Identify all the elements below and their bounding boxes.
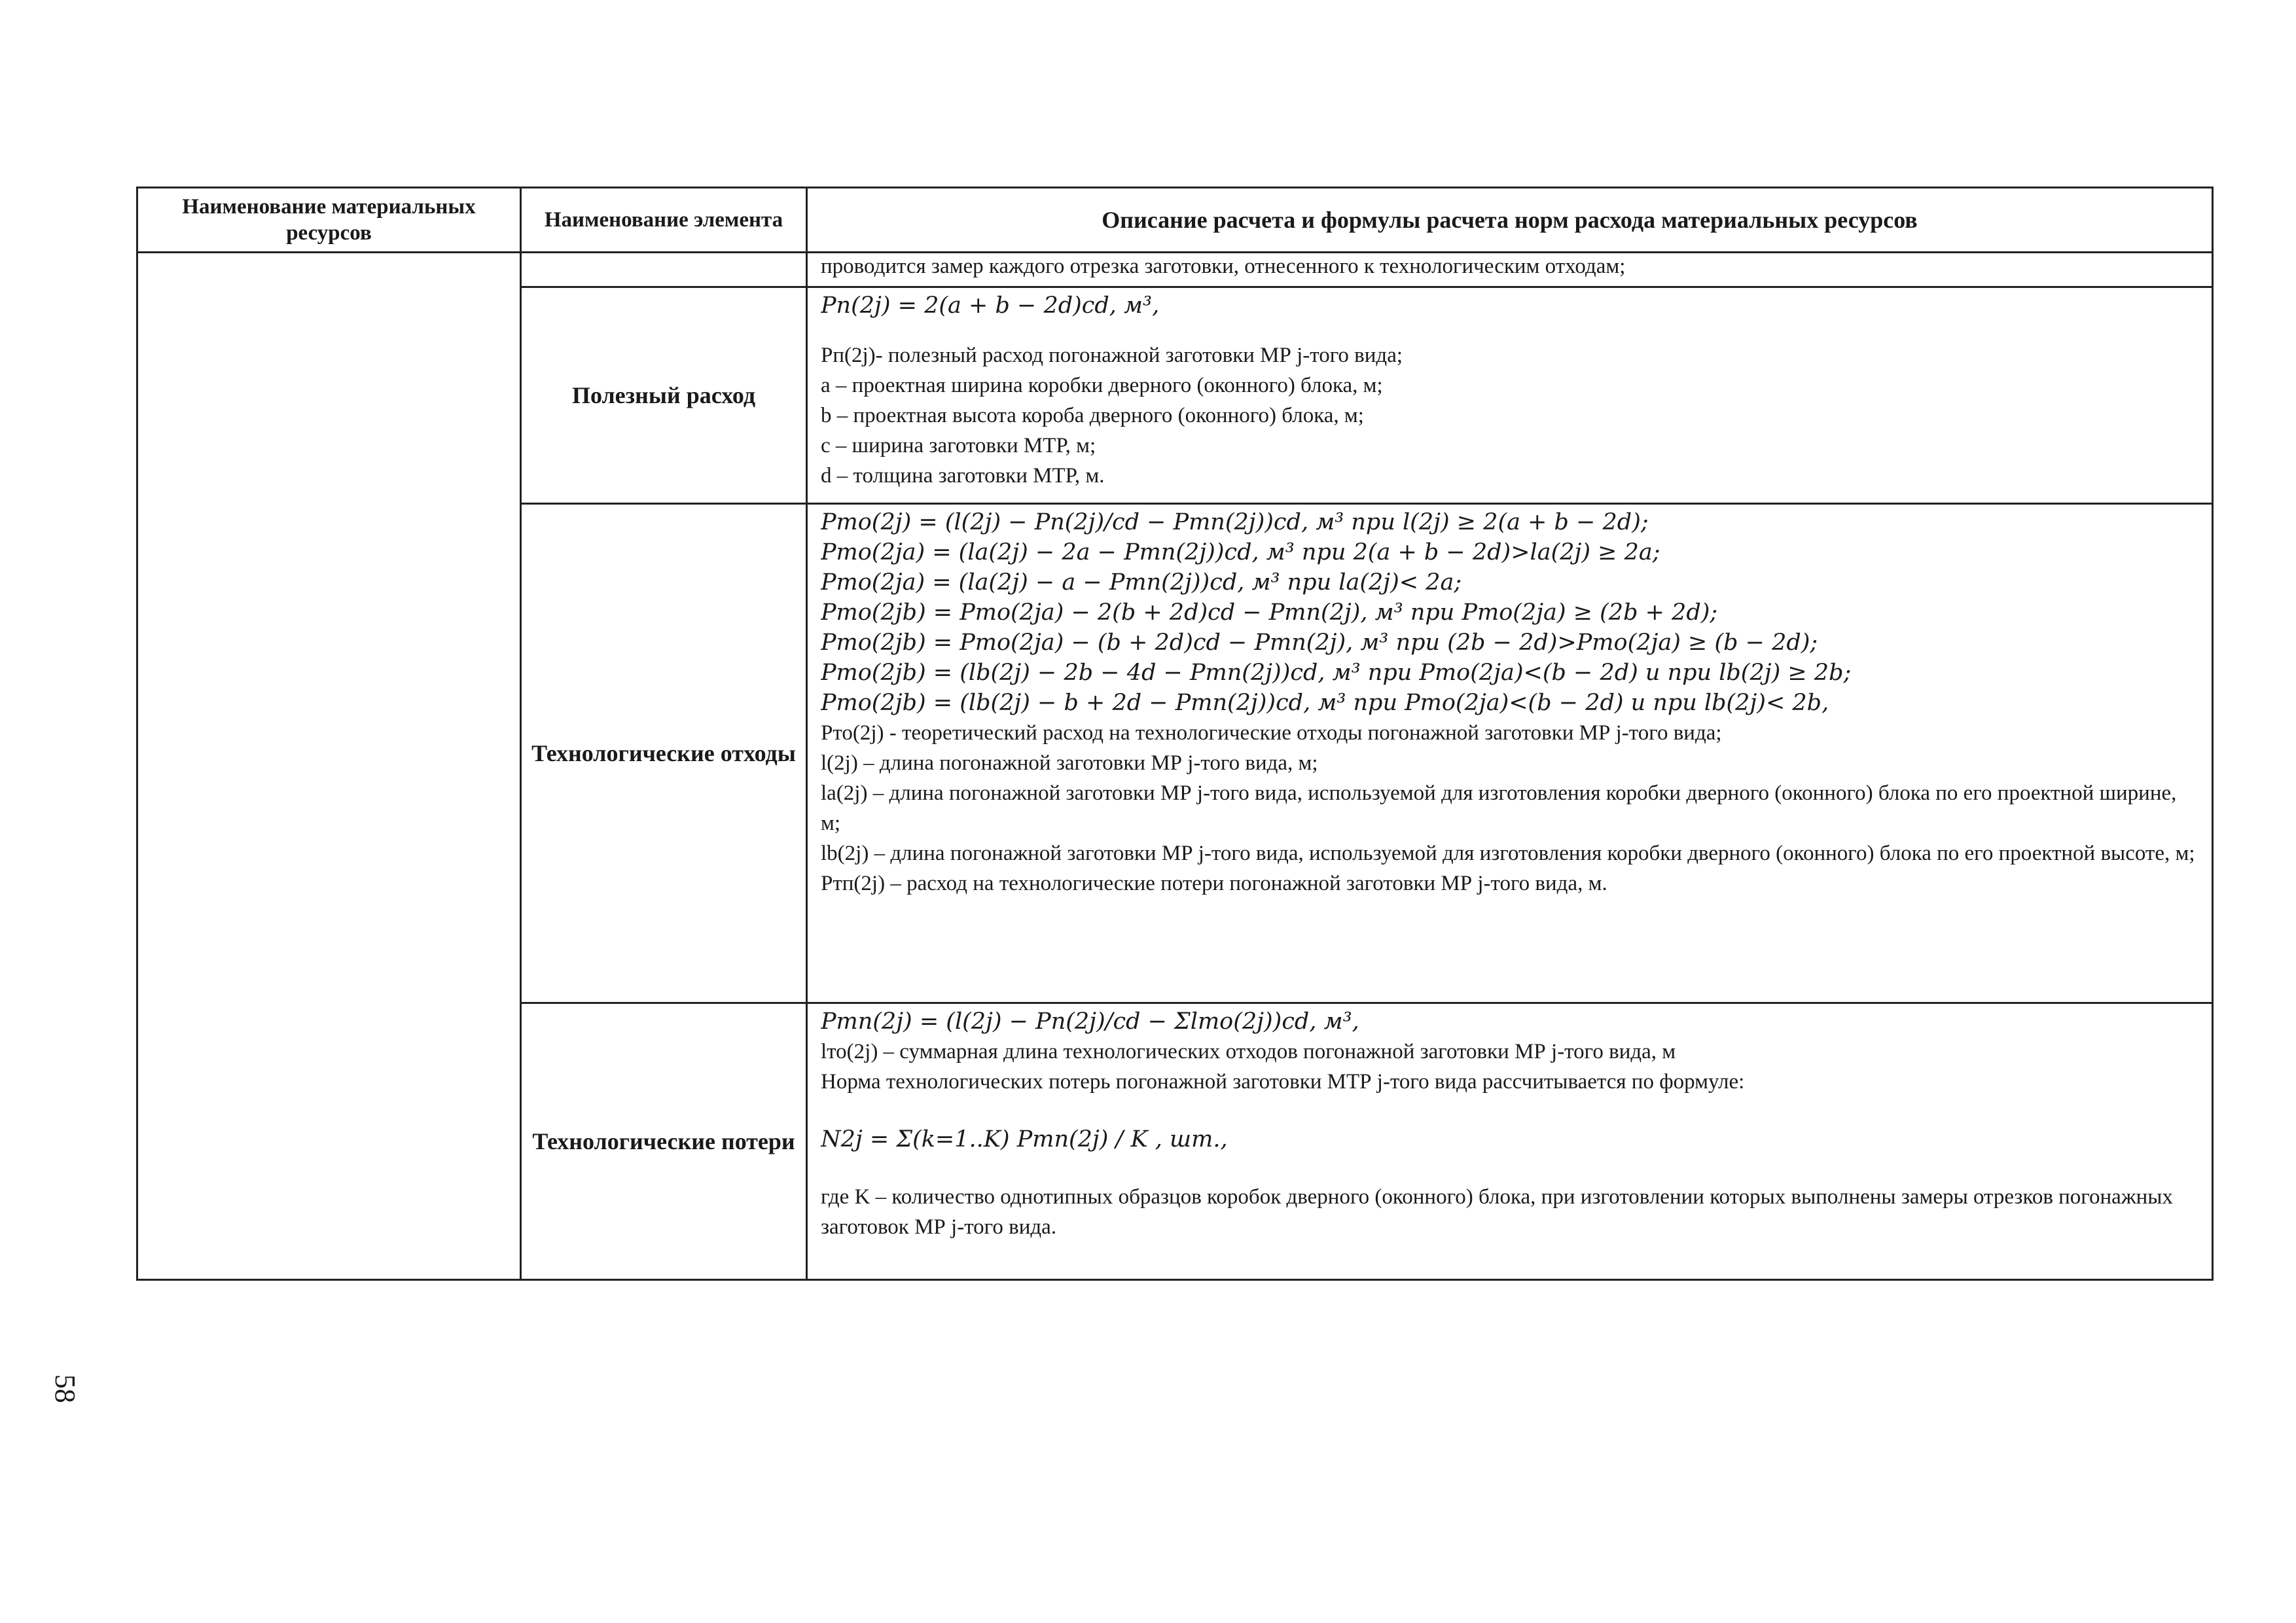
header-description: Описание расчета и формулы расчета норм расхода материальных ресурсов — [807, 188, 2213, 253]
waste-description — [807, 504, 2213, 1003]
text-line: la(2j) – длина погонажной заготовки МР j-того вида, используемой для изготовления коробки дверного (оконного) блока по его проектной ширине, м; — [821, 781, 2177, 835]
element-useful: Полезный расход — [521, 287, 807, 504]
header-element: Наименование элемента — [521, 188, 807, 253]
text-line: c – ширина заготовки МТР, м; — [821, 434, 1096, 457]
table-row — [137, 253, 2213, 287]
text-line: Норма технологических потерь погонажной заготовки МТР j-того вида рассчитывается по формуле: — [821, 1070, 1745, 1094]
element-losses: Технологические потери — [521, 1003, 807, 1280]
text-line: l(2j) – длина погонажной заготовки МР j-того вида, м; — [821, 751, 1318, 775]
text-line: b – проектная высота короба дверного (оконного) блока, м; — [821, 404, 1364, 427]
text-line: Pто(2j) - теоретический расход на технологические отходы погонажной заготовки МР j-того вида; — [821, 721, 1722, 745]
useful-description — [807, 287, 2213, 504]
header-materials: Наименование материальных ресурсов — [137, 188, 521, 253]
text-line: Pтп(2j) – расход на технологические потери погонажной заготовки МР j-того вида, м. — [821, 872, 1607, 895]
formula-line: Pто(2ja) = (la(2j) − 2a − Pтп(2j))cd, м³ при 2(a + b − 2d)>la(2j) ≥ 2a; — [821, 539, 1660, 565]
formula-line: Pто(2jb) = (lb(2j) − b + 2d − Pтп(2j))cd, м³ при Pто(2ja)<(b − 2d) и при lb(2j)< 2b, — [821, 690, 1829, 716]
materials-cell — [137, 253, 521, 1280]
continuation-text: проводится замер каждого отрезка заготовки, отнесенного к технологическим отходам; — [807, 253, 2213, 287]
formula-line: Pто(2jb) = Pто(2ja) − (b + 2d)cd − Pтп(2j), м³ при (2b − 2d)>Pто(2ja) ≥ (b − 2d); — [821, 630, 1818, 656]
norms-table — [136, 187, 2214, 1281]
text-line: lb(2j) – длина погонажной заготовки МР j-того вида, используемой для изготовления коробки дверного (оконного) блока по его проектной высоте, м; — [821, 842, 2195, 865]
formula-line: Pп(2j) = 2(a + b − 2d)cd, м³, — [821, 293, 1160, 319]
norm-formula: N2j = Σ(k=1..K) Pтп(2j) / K , шт., — [821, 1126, 1228, 1152]
formula-line: Pто(2jb) = Pто(2ja) − 2(b + 2d)cd − Pтп(2j), м³ при Pто(2ja) ≥ (2b + 2d); — [821, 599, 1718, 626]
formula-line: Pто(2jb) = (lb(2j) − 2b − 4d − Pтп(2j))cd, м³ при Pто(2ja)<(b − 2d) и при lb(2j) ≥ 2b; — [821, 660, 1852, 686]
text-line: lто(2j) – суммарная длина технологических отходов погонажной заготовки МР j-того вида, м — [821, 1040, 1676, 1063]
losses-description — [807, 1003, 2213, 1280]
element-waste: Технологические отходы — [521, 504, 807, 1003]
text-line: где K – количество однотипных образцов коробок дверного (оконного) блока, при изготовлении которых выполнены замеры отрезков погонажных заготовок МР j-того вида. — [821, 1185, 2173, 1239]
formula-line: Pто(2j) = (l(2j) − Pп(2j)/cd − Pтп(2j))cd, м³ при l(2j) ≥ 2(a + b − 2d); — [821, 509, 1649, 535]
text-line: Pп(2j)- полезный расход погонажной заготовки МР j-того вида; — [821, 344, 1403, 367]
header-row — [137, 188, 2213, 253]
formula-line: Pтп(2j) = (l(2j) − Pп(2j)/cd − Σlто(2j))cd, м³, — [821, 1008, 1359, 1035]
text-line: d – толщина заготовки МТР, м. — [821, 464, 1105, 488]
formula-line: Pто(2ja) = (la(2j) − a − Pтп(2j))cd, м³ при la(2j)< 2a; — [821, 569, 1462, 596]
text-line: a – проектная ширина коробки дверного (оконного) блока, м; — [821, 374, 1383, 397]
element-cell-empty — [521, 253, 807, 287]
page-number: 58 — [49, 1374, 81, 1403]
